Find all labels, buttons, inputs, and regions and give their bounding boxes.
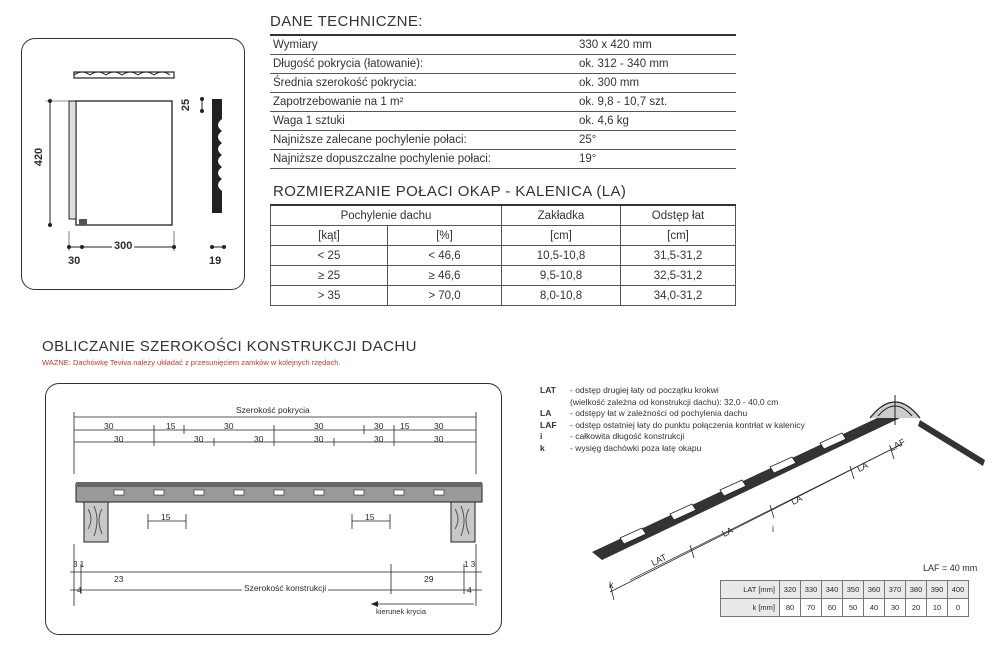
spec-title: DANE TECHNICZNE: [270, 13, 423, 30]
dim-value: 30 [254, 434, 264, 444]
spec-row [270, 131, 736, 150]
legend-text: - odstęp ostatniej łaty do punktu połączenia kontrłat w kalenicy [570, 419, 805, 430]
roof-label-la: LA [720, 525, 735, 539]
legend-key: k [540, 442, 545, 453]
legend-key: LA [540, 408, 552, 418]
dim-value: 3 [470, 560, 476, 569]
bottom-right: 29 [424, 574, 434, 584]
spec-row [270, 55, 736, 74]
lat-value: 400 [948, 581, 969, 599]
spec-value: ok. 300 mm [576, 74, 736, 93]
table-cell: > 35 [271, 286, 388, 306]
header-odstep: Odstęp łat [621, 205, 736, 226]
spec-label: Długość pokrycia (łatowanie): [270, 55, 576, 74]
table-cell: > 70,0 [388, 286, 502, 306]
dim-value: 30 [104, 421, 114, 431]
dim-value: 30 [434, 421, 444, 431]
important-note: WAŻNE: Dachówkę Teviva należy układać z przesunięciem zamków w kolejnych rzędach. [42, 358, 341, 367]
roof-label-k: k [609, 580, 614, 590]
spec-row [270, 35, 736, 55]
spec-value: 25° [576, 131, 736, 150]
header-zakladka: Zakładka [502, 205, 621, 226]
legend-key: LAT [540, 385, 556, 395]
lat-value: 350 [843, 581, 864, 599]
dim-value: 3 [73, 560, 78, 569]
legend-text: - odstępy łat w zależności od pochylenia dachu [570, 408, 748, 418]
roof-label-la: LA [855, 460, 870, 474]
spec-label: Zapotrzebowanie na 1 m² [270, 93, 576, 112]
k-value: 70 [801, 599, 822, 617]
lat-value: 340 [822, 581, 843, 599]
table-cell: 32,5-31,2 [621, 266, 736, 286]
k-value: 40 [864, 599, 885, 617]
table-cell: 34,0-31,2 [621, 286, 736, 306]
k-value: 20 [906, 599, 927, 617]
laf-note: LAF = 40 mm [923, 563, 978, 573]
dim-left: 30 [68, 255, 81, 267]
k-value: 30 [885, 599, 906, 617]
dim-value: 15 [166, 421, 176, 431]
legend-key: LAF [540, 419, 557, 430]
k-value: 50 [843, 599, 864, 617]
lat-value: 320 [780, 581, 801, 599]
spec-value: ok. 9,8 - 10,7 szt. [576, 93, 736, 112]
dim-width: 300 [114, 240, 133, 252]
dim-row1 [74, 421, 476, 431]
label-konstrukcji: Szerokość konstrukcji [244, 583, 327, 593]
bottom-small-left [73, 560, 84, 569]
k-value: 0 [948, 599, 969, 617]
k-value: 60 [822, 599, 843, 617]
lat-value: 390 [927, 581, 948, 599]
lat-table [720, 580, 969, 617]
legend-key: i [540, 431, 543, 441]
dim-bottom-right: 19 [209, 255, 222, 267]
spec-row [270, 93, 736, 112]
spec-row [270, 150, 736, 169]
unit-cell: [cm] [621, 226, 736, 246]
roof-label-laf: LAF [887, 436, 907, 454]
dim-row2 [74, 434, 476, 444]
lat-value: 330 [801, 581, 822, 599]
spec-label: Najniższe dopuszczalne pochylenie połaci: [270, 150, 576, 169]
unit-cell: [cm] [502, 226, 621, 246]
table-cell: 8,0-10,8 [502, 286, 621, 306]
width-diagram-panel [45, 383, 502, 635]
table-cell: ≥ 25 [271, 266, 388, 286]
table-cell: < 25 [271, 246, 388, 266]
lat-value: 380 [906, 581, 927, 599]
legend-text: - odstęp drugiej łaty od początku krokwi [570, 385, 719, 395]
dim-value: 1 [79, 560, 85, 569]
spec-value: 19° [576, 150, 736, 169]
rozmierzanie-title: ROZMIERZANIE POŁACI OKAP - KALENICA (LA) [273, 183, 627, 200]
dim-value: 30 [114, 434, 124, 444]
dim-value: 30 [224, 421, 234, 431]
edge-left: 4 [77, 585, 82, 595]
header-pochylenie: Pochylenie dachu [271, 205, 502, 226]
spec-label: Średnia szerokość pokrycia: [270, 74, 576, 93]
rozmierzanie-table [270, 204, 736, 306]
dim-value: 30 [434, 434, 444, 444]
table-cell: < 46,6 [388, 246, 502, 266]
roof-label-i: i [772, 524, 774, 534]
k-value: 10 [927, 599, 948, 617]
unit-cell: [kąt] [271, 226, 388, 246]
table-cell: 10,5-10,8 [502, 246, 621, 266]
spec-row [270, 112, 736, 131]
legend-text: (wielkość zależna od konstrukcji dachu): 32,0 - 40,0 cm [570, 396, 779, 407]
dim-height: 420 [33, 147, 46, 167]
spec-label: Wymiary [270, 35, 576, 55]
legend-text: - wysięg dachówki poza łatę okapu [570, 442, 702, 453]
label-pokrycia: Szerokość pokrycia [236, 405, 310, 415]
roof-diagram [590, 380, 990, 610]
lat-row-label: LAT [mm] [721, 581, 780, 599]
spec-value: ok. 312 - 340 mm [576, 55, 736, 74]
edge-right: 4 [467, 585, 472, 595]
table-cell: 31,5-31,2 [621, 246, 736, 266]
dim-value: 30 [314, 434, 324, 444]
unit-cell: [%] [388, 226, 502, 246]
table-cell: ≥ 46,6 [388, 266, 502, 286]
lat-value: 360 [864, 581, 885, 599]
legend-text: - całkowita długość konstrukcji [570, 431, 685, 441]
roof-label-la: LA [789, 493, 804, 507]
bottom-left: 23 [114, 574, 124, 584]
bottom-small-right [464, 560, 475, 569]
spec-value: 330 x 420 mm [576, 35, 736, 55]
dim-top-right: 25 [180, 98, 193, 112]
dim-value: 30 [374, 434, 384, 444]
tile-drawing-panel [21, 38, 245, 290]
szerokosc-title: OBLICZANIE SZEROKOŚCI KONSTRUKCJI DACHU [42, 338, 417, 355]
spec-label: Waga 1 sztuki [270, 112, 576, 131]
table-cell: 9,5-10,8 [502, 266, 621, 286]
dim-value: 30 [314, 421, 324, 431]
gap-right: 15 [365, 512, 375, 522]
roof-label-lat: LAT [649, 551, 669, 569]
gap-left: 15 [161, 512, 171, 522]
dim-value: 1 [464, 560, 469, 569]
k-row-label: k [mm] [721, 599, 780, 617]
spec-row [270, 74, 736, 93]
dim-value: 30 [194, 434, 204, 444]
spec-label: Najniższe zalecane pochylenie połaci: [270, 131, 576, 150]
spec-table [270, 34, 736, 169]
spec-value: ok. 4,6 kg [576, 112, 736, 131]
lat-value: 370 [885, 581, 906, 599]
label-kierunek: kierunek krycia [376, 607, 427, 616]
dim-value: 15 [400, 421, 410, 431]
dim-value: 30 [374, 421, 384, 431]
k-value: 80 [780, 599, 801, 617]
